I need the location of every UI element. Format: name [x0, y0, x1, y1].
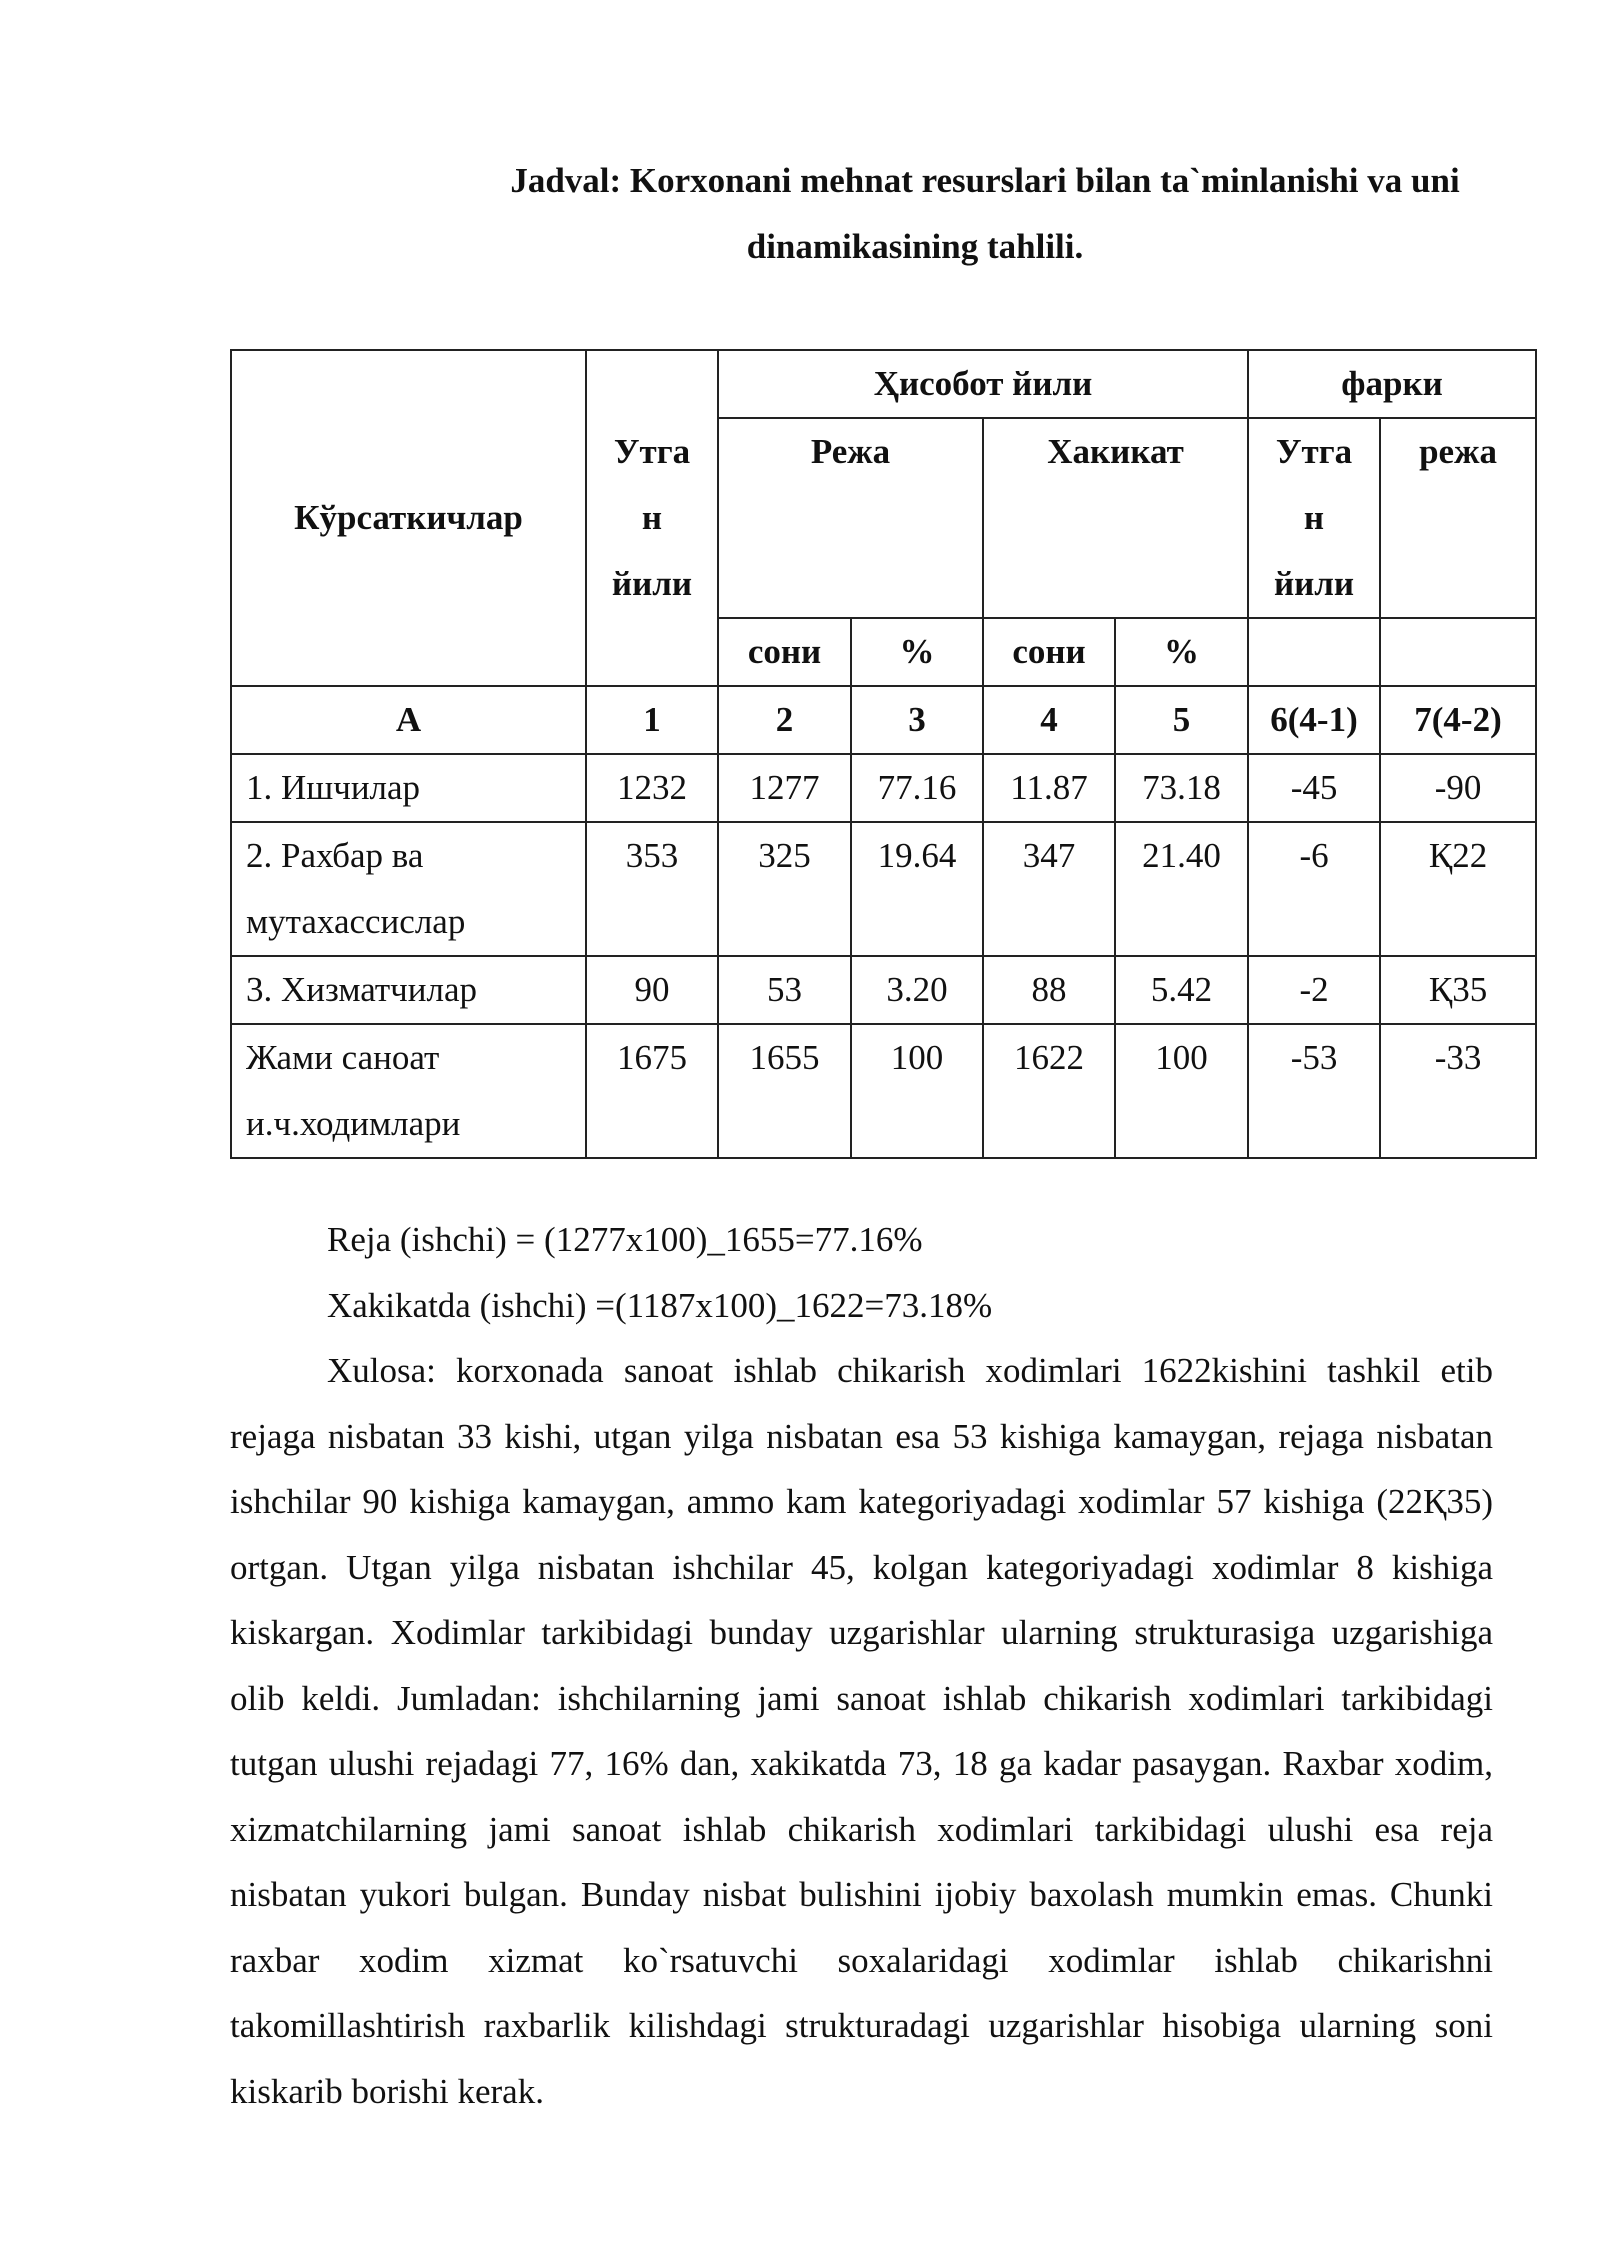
- header-diff-plan: режа: [1380, 418, 1536, 618]
- header-prev-year: [586, 350, 718, 686]
- header-diff-prev-year-part: н: [1303, 498, 1325, 537]
- title-line-1: Jadval: Korxonani mehnat resurslari bilan ta`minlanishi va uni: [510, 161, 1460, 200]
- row-label: 1. Ишчилар: [231, 754, 586, 822]
- conclusion-paragraph: Xulosa: korxonada sanoat ishlab chikarish xodimlari 1622kishini tashkil etib rejaga nisbatan 33 kishi, utgan yilga nisbatan esa 53 kishiga kamaygan, rejaga nisbatan ishchilar 90 kishiga kamaygan, ammo kam kategoriyadagi xodimlar 57 kishiga (22Қ35) ortgan. Utgan yilga nisbatan ishchilar 45, kolgan kategoriyadagi xodimlar 8 kishiga kiskargan. Xodimlar tarkibidagi bunday uzgarishlar ularning strukturasiga uzgarishiga olib keldi. Jumladan: ishchilarning jami sanoat ishlab chikarish xodimlari tarkibidagi tutgan ulushi rejadagi 77, 16% dan, xakikatda 73, 18 ga kadar pasaygan. Raxbar xodim, xizmatchilarning jami sanoat ishlab chikarish xodimlari tarkibidagi ulushi esa reja nisbatan yukori bulgan. Bunday nisbat bulishini ijobiy baxolash mumkin emas. Chunki raxbar xodim xizmat ko`rsatuvchi soxalaridagi xodimlar ishlab chikarishni takomillashtirish raxbarlik kilishdagi strukturadagi uzgarishlar hisobiga ularning soni kiskarib borishi kerak.: [230, 1351, 1493, 2111]
- header-prev-year-part: Утга: [613, 432, 691, 471]
- cell-value: -53: [1248, 1024, 1380, 1158]
- cell-value: 325: [718, 822, 851, 956]
- row-label: [231, 1024, 586, 1158]
- cell-value: 11.87: [983, 754, 1115, 822]
- labor-resources-table: [230, 349, 1537, 1159]
- cell-value: -33: [1380, 1024, 1536, 1158]
- cell-value: 90: [586, 956, 718, 1024]
- header-plan: Режа: [718, 418, 983, 618]
- header-diff-prev-year-part: йили: [1273, 564, 1355, 603]
- cell-value: -2: [1248, 956, 1380, 1024]
- column-number: 4: [983, 686, 1115, 754]
- cell-value: 353: [586, 822, 718, 956]
- cell-value: 53: [718, 956, 851, 1024]
- cell-value: 1675: [586, 1024, 718, 1158]
- header-report-year: Ҳисобот йили: [718, 350, 1248, 418]
- cell-value: 19.64: [851, 822, 983, 956]
- column-number-row: [231, 686, 1536, 754]
- header-plan-count: сони: [718, 618, 851, 686]
- cell-value: -45: [1248, 754, 1380, 822]
- formula-actual: Xakikatda (ishchi) =(1187x100)_1622=73.18%: [327, 1285, 993, 1325]
- body-text: [230, 1207, 1493, 2124]
- column-number: 3: [851, 686, 983, 754]
- header-prev-year-part: н: [641, 498, 663, 537]
- cell-value: 3.20: [851, 956, 983, 1024]
- header-empty-cell: [1248, 618, 1380, 686]
- table-row: [231, 754, 1536, 822]
- column-number: 1: [586, 686, 718, 754]
- column-number: А: [231, 686, 586, 754]
- cell-value: 1277: [718, 754, 851, 822]
- header-diff-prev-year-part: Утга: [1275, 432, 1353, 471]
- cell-value: 100: [851, 1024, 983, 1158]
- header-difference: фарки: [1248, 350, 1536, 418]
- header-diff-prev-year: [1248, 418, 1380, 618]
- header-empty-cell: [1380, 618, 1536, 686]
- row-label-line: мутахассислар: [246, 902, 466, 941]
- cell-value: 5.42: [1115, 956, 1248, 1024]
- column-number: 7(4-2): [1380, 686, 1536, 754]
- row-label: 3. Хизматчилар: [231, 956, 586, 1024]
- column-number: 5: [1115, 686, 1248, 754]
- cell-value: 347: [983, 822, 1115, 956]
- cell-value: 100: [1115, 1024, 1248, 1158]
- column-number: 6(4-1): [1248, 686, 1380, 754]
- cell-value: Қ35: [1380, 956, 1536, 1024]
- table-title: [230, 148, 1600, 280]
- header-prev-year-part: йили: [611, 564, 693, 603]
- title-line-2: dinamikasining tahlili.: [746, 227, 1084, 266]
- row-label-line: и.ч.ходимлари: [246, 1104, 461, 1143]
- row-label-line: Жами саноат: [246, 1038, 440, 1077]
- cell-value: 77.16: [851, 754, 983, 822]
- table-row: [231, 822, 1536, 956]
- cell-value: Қ22: [1380, 822, 1536, 956]
- header-actual-count: сони: [983, 618, 1115, 686]
- table-row: [231, 956, 1536, 1024]
- cell-value: 88: [983, 956, 1115, 1024]
- formula-plan: Reja (ishchi) = (1277x100)_1655=77.16%: [327, 1220, 923, 1259]
- header-plan-percent: %: [851, 618, 983, 686]
- table-row-total: [231, 1024, 1536, 1158]
- header-actual-percent: %: [1115, 618, 1248, 686]
- row-label-line: 2. Рахбар ва: [246, 836, 424, 875]
- cell-value: 1232: [586, 754, 718, 822]
- header-actual: Хакикат: [983, 418, 1248, 618]
- header-indicators: Кўрсаткичлар: [231, 350, 586, 686]
- cell-value: 73.18: [1115, 754, 1248, 822]
- cell-value: 21.40: [1115, 822, 1248, 956]
- cell-value: 1655: [718, 1024, 851, 1158]
- cell-value: -6: [1248, 822, 1380, 956]
- cell-value: -90: [1380, 754, 1536, 822]
- cell-value: 1622: [983, 1024, 1115, 1158]
- column-number: 2: [718, 686, 851, 754]
- row-label: [231, 822, 586, 956]
